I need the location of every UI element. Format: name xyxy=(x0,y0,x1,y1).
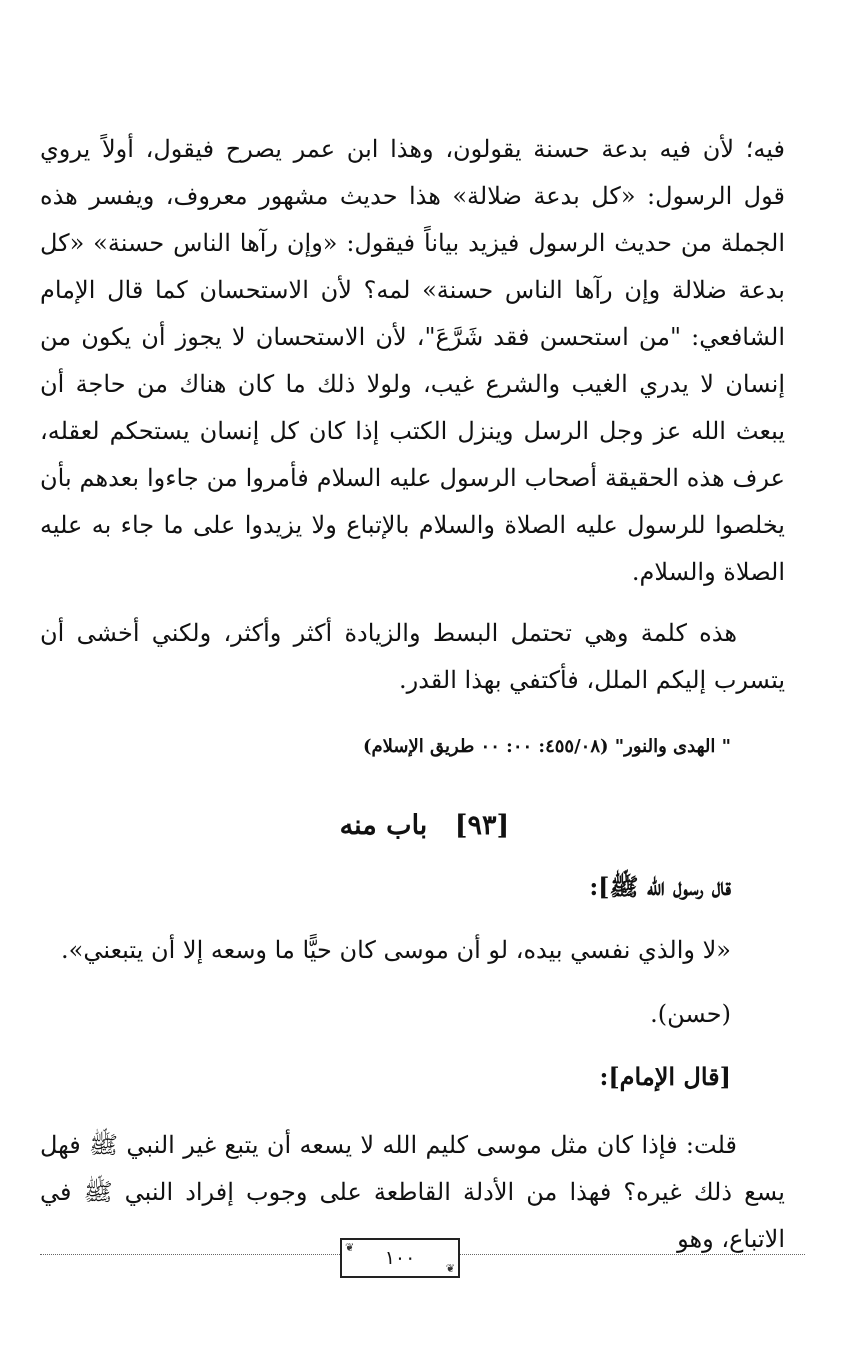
chapter-heading xyxy=(0,810,849,841)
ornament-icon: ❦ xyxy=(345,1241,355,1254)
page-number: ١٠٠ xyxy=(384,1247,416,1269)
hadith-text: «لا والذي نفسي بيده، لو أن موسى كان حيًّا ما وسعه إلا أن يتبعني». xyxy=(61,936,731,964)
hadith-intro: قال رسول الله ﷺ]: xyxy=(589,872,731,901)
body-paragraph-2: هذه كلمة وهي تحتمل البسط والزيادة أكثر وأكثر، ولكني أخشى أن يتسرب إليكم الملل، فأكتفي بهذا القدر. xyxy=(40,619,785,694)
hadith-grade: (حسن). xyxy=(650,1000,731,1028)
imam-heading: [قال الإمام]: xyxy=(599,1062,731,1091)
ornament-icon: ❦ xyxy=(445,1262,455,1275)
footer-rule-right xyxy=(460,1254,805,1255)
chapter-title: باب منه xyxy=(339,810,428,841)
chapter-number: [٩٣] xyxy=(454,810,510,841)
page-number-frame xyxy=(340,1238,460,1278)
footer-rule-left xyxy=(40,1254,340,1255)
body-paragraph-1: فيه؛ لأن فيه بدعة حسنة يقولون، وهذا ابن عمر يصرح فيقول، أولاً يروي قول الرسول: «كل بدعة ضلالة» هذا حديث مشهور معروف، ويفسر هذه الجملة من حديث الرسول فيزيد بياناً فيقول: «وإن رآها الناس حسنة» «كل بدعة ضلالة وإن رآها الناس حسنة» لمه؟ لأن الاستحسان كما قال الإمام الشافعي: "من استحسن فقد شَرَّعَ"، لأن الاستحسان لا يجوز أن يكون من إنسان لا يدري الغيب والشرع غيب، ولولا ذلك ما كان هناك من حاجة أن يبعث الله عز وجل الرسل وينزل الكتب إذا كان كل إنسان يستحكم لعقله، عرف هذه الحقيقة أصحاب الرسول عليه السلام فأمروا من جاءوا بعدهم بأن يخلصوا للرسول عليه الصلاة والسلام بالإتباع ولا يزيدوا على ما جاء به عليه الصلاة والسلام. xyxy=(40,135,786,586)
imam-commentary: قلت: فإذا كان مثل موسى كليم الله لا يسعه أن يتبع غير النبي ﷺ فهل يسع ذلك غيره؟ فهذا من الأدلة القاطعة على وجوب إفراد النبي ﷺ في الاتباع، وهو xyxy=(40,1131,785,1253)
source-reference: " الهدى والنور" (٤٥٥/٠٨: ٠٠: ٠٠ طريق الإسلام) xyxy=(362,736,731,757)
main-text-block xyxy=(40,126,785,704)
